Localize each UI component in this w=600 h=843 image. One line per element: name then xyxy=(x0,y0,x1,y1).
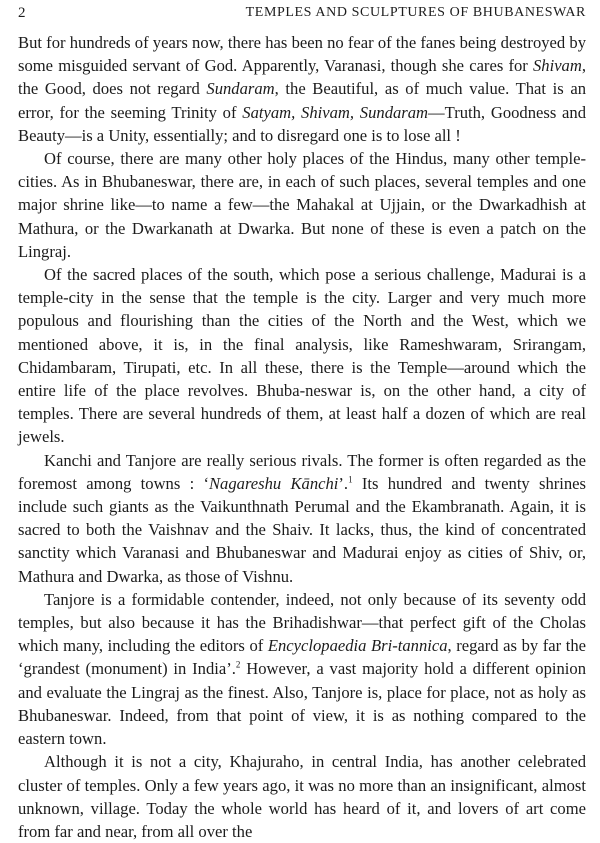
running-title: TEMPLES AND SCULPTURES OF BHUBANESWAR xyxy=(245,5,586,20)
text-run: ’. xyxy=(338,473,349,493)
text-run: However, a vast majority hold a different opinion and evaluate the Lingraj as the finest. Also, Tanjore is, place for place, not as holy as Bhubaneswar. Indeed, from that point of view, it is as nothing compared to the eastern town. xyxy=(18,659,586,749)
italic-text: Shivam xyxy=(532,56,582,76)
paragraph xyxy=(18,588,586,750)
text-run: , the Good, does not regard xyxy=(18,56,586,99)
running-header xyxy=(18,5,586,31)
text-run: , regard as by far the ‘grandest (monument) in India’. xyxy=(18,636,586,679)
footnote-marker: 2 xyxy=(235,659,241,670)
text-run: Tanjore is a formidable contender, indeed, not only because of its seventy odd temples, but also because it has the Brihadishwar—that perfect gift of the Cholas which many, including the editors of xyxy=(18,589,586,656)
page-number: 2 xyxy=(18,5,26,21)
text-run: Although it is not a city, Khajuraho, in central India, has another celebrated cluster of temples. Only a few years ago, it was no more than an insignificant, almost unknown, village. Today the whole world has heard of it, and lovers of art come from far and near, from all over the xyxy=(18,752,586,841)
paragraph xyxy=(18,750,586,843)
paragraph xyxy=(18,263,586,449)
text-run: But for hundreds of years now, there has been no fear of the fanes being destroyed by some misguided servant of God. Apparently, Varanasi, though she cares for xyxy=(18,33,586,76)
text-run: —Truth, Goodness and Beauty—is a Unity, essentially; and to disregard one is to lose all ! xyxy=(18,102,587,145)
body-text xyxy=(18,31,586,843)
text-run: , the Beautiful, as of much value. That is an error, for the seeming Trinity of xyxy=(18,79,586,122)
footnote-marker: 1 xyxy=(348,474,353,485)
italic-text: Nagareshu Kānchi xyxy=(208,473,339,493)
text-run: Its hundred and twenty shrines include such giants as the Vaikunthnath Perumal and the Ekambranath. Again, it is sacred to both the Vaishnav and the Shaiv. It lacks, thus, the kind of concentrated sanctity which Varanasi and Bhubaneswar and Madurai enjoy as cities of Shiv, or, Mathura and Dwarka, as those of Vishnu. xyxy=(18,473,586,586)
book-page xyxy=(18,5,586,843)
text-run: Kanchi and Tanjore are really serious rivals. The former is often regarded as the foremost among towns : ‘ xyxy=(18,450,586,493)
paragraph xyxy=(18,147,586,263)
paragraph xyxy=(18,449,586,588)
italic-text: Encyclopaedia Bri-tannica xyxy=(267,636,448,656)
text-run: Of the sacred places of the south, which pose a serious challenge, Madurai is a temple-city in the sense that the temple is the city. Larger and very much more populous and flourishing than the cities of the North and the West, which we mentioned above, it is, in the final analysis, like Rameshwaram, Srirangam, Chidambaram, Tirupati, etc. In all these, there is the Temple—around which the entire life of the place revolves. Bhuba-neswar is, on the other hand, a city of temples. There are several hundreds of them, at least half a dozen of which are real jewels. xyxy=(18,265,586,447)
text-run: Of course, there are many other holy places of the Hindus, many other temple-cities. As in Bhubaneswar, there are, in each of such places, several temples and one major shrine like—to name a few—the Mahakal at Ujjain, or the Dwarkadhish at Mathura, or the Dwarkanath at Dwarka. But none of these is even a patch on the Lingraj. xyxy=(18,149,586,261)
italic-text: Satyam, Shivam, Sundaram xyxy=(242,102,429,122)
italic-text: Sundaram xyxy=(206,79,275,99)
paragraph xyxy=(18,31,586,147)
